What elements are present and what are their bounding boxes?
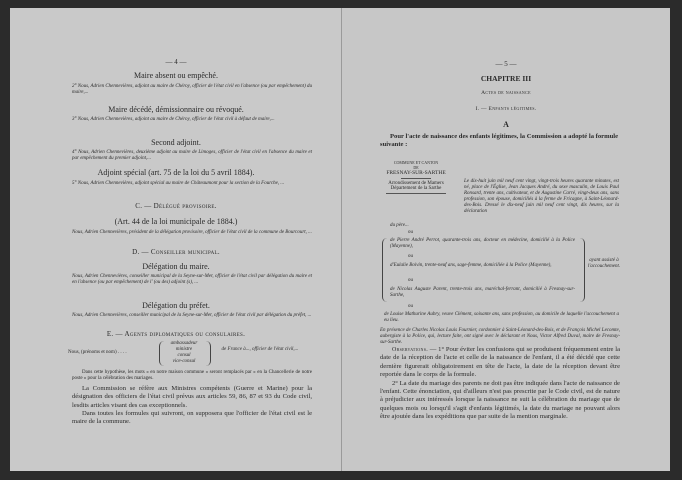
or-label-2: ou: [408, 254, 413, 259]
page-number-right: — 5 —: [495, 60, 517, 68]
paragraph-hypothese: Dans cette hypothèse, les mots « en notre maison commune » seront remplacés par « en la Chancellerie de notre poste » pour la célébration des mariages.: [72, 370, 312, 381]
margin-block: [380, 160, 452, 196]
or-label-1: ou: [408, 230, 413, 235]
heading-maire-absent: Maire absent ou empêché.: [134, 71, 218, 80]
text-second-adjoint: 4° Nous, Adrien Chennevières, deuxième adjoint au maire de Limoges, officier de l'état civil en l'absence du maire et par empêchement du premier adjoint,...: [72, 150, 312, 161]
heading-delegation-prefet: Délégation du préfet.: [142, 301, 210, 310]
ornament-line: [386, 193, 446, 194]
option-consul: consul: [177, 353, 191, 358]
chapter-title: CHAPITRE III: [480, 74, 532, 83]
text-delegation-maire: Nous, Adrien Chennevières, conseiller municipal de la Seyne-sur-Mer, officier de l'état civil par délégation du maire et en l'absence (ou par empêchement) de l' (ou des) adjoint (s), ...: [72, 274, 312, 285]
text-adjoint-special: 5° Nous, Adrien Chennevières, adjoint spécial au maire de Châteaumont pour la section de la Fourche, ...: [72, 181, 285, 186]
heading-adjoint-special: Adjoint spécial (art. 75 de la loi du 5 avril 1884).: [97, 168, 255, 177]
section-letter: A: [503, 120, 509, 129]
alternatives-left-brace: [382, 238, 387, 302]
consular-suffix: de France à..., officier de l'état civil,...: [221, 347, 299, 352]
or-label-4: ou: [408, 304, 413, 309]
observations-label: Observations.: [392, 347, 429, 353]
paragraph-formules: Dans toutes les formules qui suivront, on supposera que l'officier de l'état civil est le maire de la commune.: [72, 410, 312, 426]
witness-text: En présence de Charles Nicolas Louis Fournier, cordonnier à Saint-Léonard-des-Bois, et de François Michel Lecomte, aubergiste à la Police, qui, lecture faite, ont signé avec le déclarant et Nous, Victor Alfred Duval, maire de Fresnay-sur-Sarthe.: [380, 328, 620, 345]
alternative-1: de Pierre André Perrot, quarante-trois ans, docteur en médecine, domicilié à la Police (Mayenne),: [390, 238, 575, 249]
option-ministre: ministre: [175, 347, 193, 352]
consular-options: [164, 341, 204, 365]
departement: Département de la Sarthe: [390, 186, 442, 191]
section-enfants-legitimes: I. — Enfants légitimes.: [475, 106, 537, 112]
option-vice-consul: vice-consul: [172, 359, 196, 364]
heading-second-adjoint: Second adjoint.: [151, 138, 201, 147]
side-note: ayant assisté à l'accouchement.: [587, 258, 621, 269]
right-page: [342, 8, 670, 471]
text-maire-decede: 3° Nous, Adrien Chennevières, adjoint au maire de Chéroy, officier de l'état civil à défaut de maire,...: [72, 117, 275, 122]
alternative-3: de Nicolas Auguste Parent, trente-trois ans, maréchal-ferrant, domicilié à Fresnay-sur-Sarthe,: [390, 287, 575, 298]
observation-1: — 1° Pour éviter les confusions qui se produisent fréquemment entre la date de la réception de l'acte et celle de la naissance de l'enfant, il a été décidé que cette dernière figurerait obligatoirement en tête de l'acte, la date de la réception devant être reportée dans le corps de la formule.: [380, 346, 620, 379]
formula-text: Le dix-huit juin mil neuf cent vingt, vingt-trois heures quarante minutes, est né, place de l'Église, Jean Jacques André, du sexe masculin, de Louis Paul Ronsard, trente ans, cultivateur, et de Augustine Carré, vingt-deux ans, sans profession, son épouse, domiciliés à la ferme de Fricagne, à Saint-Léonard-des-Bois. Dressé le dix-neuf juin mil neuf cent vingt, dix heures, sur la déclaration: [464, 179, 619, 214]
observations: [380, 346, 620, 422]
commune-canton-label: COMMUNE ET CANTON: [393, 160, 439, 165]
option-ambassadeur: ambassadeur: [170, 341, 198, 346]
left-page: [10, 8, 342, 471]
page-number-left: — 4 —: [165, 58, 187, 66]
arrondissement: Arrondissement de Mamers: [388, 181, 444, 186]
alternative-2: d'Eulalie Boivin, trente-neuf ans, sage-femme, domiciliée à la Police (Mayenne),: [390, 263, 552, 268]
formula-text-cont: du père...: [390, 223, 409, 228]
chapter-subtitle: Actes de naissance: [481, 90, 531, 96]
commune-name: FRESNAY-SUR-SARTHE: [386, 170, 446, 176]
alternatives-right-brace: [580, 238, 585, 302]
heading-maire-decede: Maire décédé, démissionnaire ou révoqué.: [108, 105, 244, 114]
heading-agents-diplomatiques: E. — Agents diplomatiques ou consulaires.: [106, 330, 246, 338]
text-maire-absent: 2° Nous, Adrien Chennevières, adjoint au maire de Chéroy, officier de l'état civil en l'absence (ou par empêchement) du maire,...: [72, 84, 312, 95]
heading-delegue-provisoire: C. — Délégué provisoire.: [135, 202, 217, 210]
right-brace: [206, 341, 211, 366]
divider: [401, 178, 431, 179]
text-delegue-provisoire: Nous, Adrien Chennevières, président de la délégation provisoire, officier de l'état civil de la commune de Bourcourt, ...: [72, 230, 312, 235]
subheading-delegation-maire: Délégation du maire.: [142, 262, 210, 271]
intro-paragraph: Pour l'acte de naissance des enfants légitimes, la Commission a adopté la formule suivante :: [380, 133, 618, 149]
or-label-3: ou: [408, 278, 413, 283]
paragraph-commission: La Commission se réfère aux Ministres compétents (Guerre et Marine) pour la désignation des officiers de l'état civil prévus aux articles 59, 86, 87 et 93 du Code civil, lesdits articles visant des cas exceptionnels.: [72, 385, 312, 409]
subheading-art-44: (Art. 44 de la loi municipale de 1884.): [114, 217, 238, 226]
de-label: DE: [413, 165, 419, 170]
observation-2: 2° La date du mariage des parents ne doit pas être indiquée dans l'acte de naissance de l'enfant. Cette énonciation, qui d'ailleurs n'est pas prescrite par le Code civil, est de nature à préjudicier aux intéressés lorsque la naissance ne suit la célébration du mariage que de quelques mois ou lorsqu'il s'agit d'enfants légitimés, la date du mariage ne pouvant alors être ajoutée dans les expéditions que par suite de la mention marginale.: [380, 379, 620, 421]
heading-conseiller-municipal: D. — Conseiller municipal.: [132, 248, 220, 256]
consular-prefix: Nous, (prénoms et nom) . . . .: [68, 350, 127, 355]
text-delegation-prefet: Nous, Adrien Chennevières, conseiller municipal de la Seyne-sur-Mer, officier de l'état civil par délégation du préfet, ...: [72, 313, 312, 318]
alternative-last: de Louise Mathurine Aubry, veuve Clément, soixante ans, sans profession, au domicile de laquelle l'accouchement a eu lieu.: [384, 312, 619, 323]
